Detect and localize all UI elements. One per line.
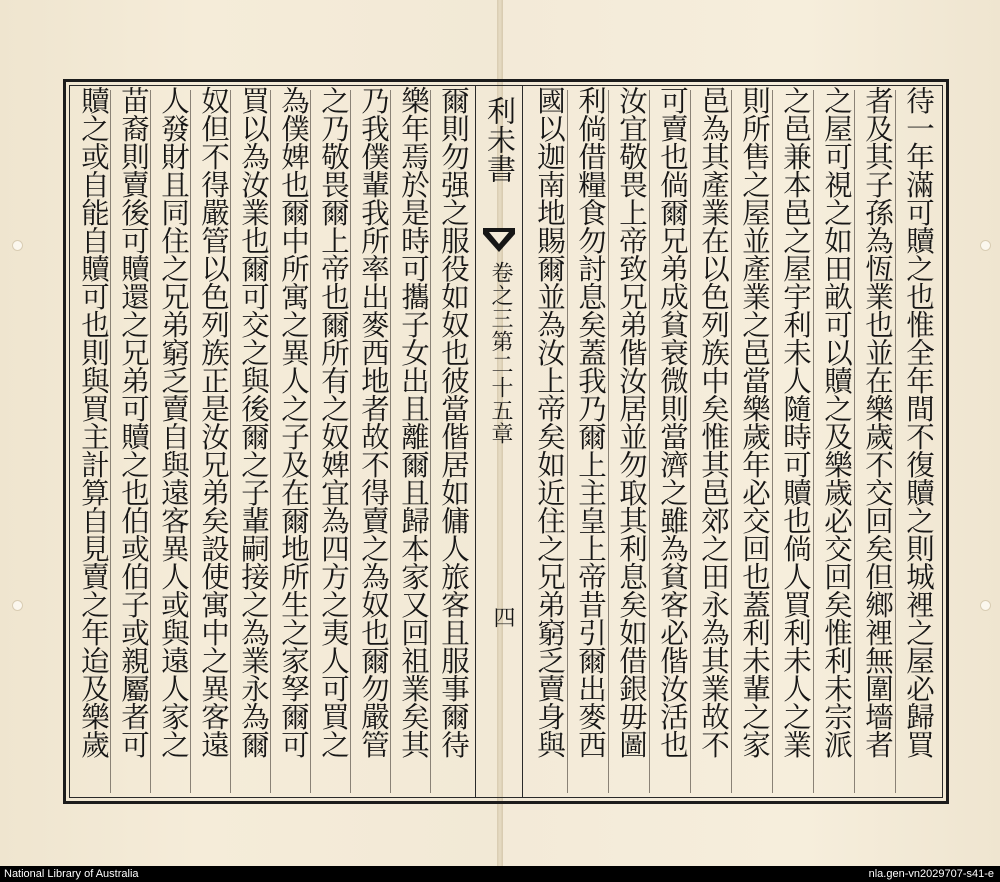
- folio-number: 四: [490, 606, 515, 628]
- text-column: 則所售之屋並產業之邑當樂歲年必交回也蓋利未輩之家: [738, 86, 771, 758]
- text-column: 贖之或自能自贖可也則與買主計算自見賣之年迨及樂歲: [77, 86, 110, 758]
- binding-hole: [980, 240, 991, 251]
- fish-tail-ornament: [481, 226, 517, 256]
- running-title: 利未書: [483, 96, 517, 183]
- right-page-text: [523, 86, 941, 797]
- binding-hole: [980, 600, 991, 611]
- text-column: 爾則勿强之服役如奴也彼當偕居如傭人旅客且服事爾待: [437, 86, 470, 758]
- center-rule: [475, 86, 476, 797]
- text-column: 國以迦南地賜爾並為汝上帝矣如近住之兄弟窮乏賣身與: [533, 86, 566, 758]
- binding-hole: [12, 240, 23, 251]
- text-column: 為僕婢也爾中所寓之異人之子及在爾地所生之家孥爾可: [277, 86, 310, 758]
- text-column: 之邑兼本邑之屋宇利未人隨時可贖也倘人買利未人之業: [779, 86, 812, 758]
- text-column: 之乃敬畏爾上帝也爾所有之奴婢宜為四方之夷人可買之: [317, 86, 350, 758]
- institution-name: National Library of Australia: [4, 868, 139, 880]
- center-strip: [475, 86, 523, 797]
- footer-bar: [0, 866, 1000, 882]
- text-column: 奴但不得嚴管以色列族正是汝兄弟矣設使寓中之異客遠: [197, 86, 230, 758]
- text-column: 之屋可視之如田畝可以贖之及樂歲必交回矣惟利未宗派: [820, 86, 853, 758]
- center-rule: [522, 86, 523, 797]
- text-column: 買以為汝業也爾可交之與後爾之子輩嗣接之為業永為爾: [237, 86, 270, 758]
- text-column: 苗裔則賣後可贖還之兄弟可贖之也伯或伯子或親屬者可: [117, 86, 150, 758]
- binding-hole: [12, 600, 23, 611]
- text-column: 者及其子孫為恆業也並在樂歲不交回矣但鄉裡無圍墻者: [861, 86, 894, 758]
- text-column: 人發財且同住之兄弟窮乏賣自與遠客異人或與遠人家之: [157, 86, 190, 758]
- text-column: 乃我僕輩我所率出麥西地者故不得賣之為奴也爾勿嚴管: [357, 86, 390, 758]
- item-identifier: nla.gen-vn2029707-s41-e: [868, 868, 994, 880]
- text-column: 樂年焉於是時可攜子女出且離爾且歸本家又回祖業矣其: [397, 86, 430, 758]
- left-page-text: [70, 86, 475, 797]
- text-column: 待一年滿可贖之也惟全年間不復贖之則城裡之屋必歸買: [902, 86, 935, 758]
- text-column: 利倘借糧食勿討息矣蓋我乃爾上主皇上帝昔引爾出麥西: [574, 86, 607, 758]
- text-column: 可賣也倘爾兄弟成貧衰微則當濟之雖為貧客必偕汝活也: [656, 86, 689, 758]
- chapter-label: 卷之三第二十五章: [488, 261, 513, 445]
- text-column: 汝宜敬畏上帝致兄弟偕汝居並勿取其利息矣如借銀毋圖: [615, 86, 648, 758]
- text-column: 邑為其產業在以色列族中矣惟其邑郊之田永為其業故不: [697, 86, 730, 758]
